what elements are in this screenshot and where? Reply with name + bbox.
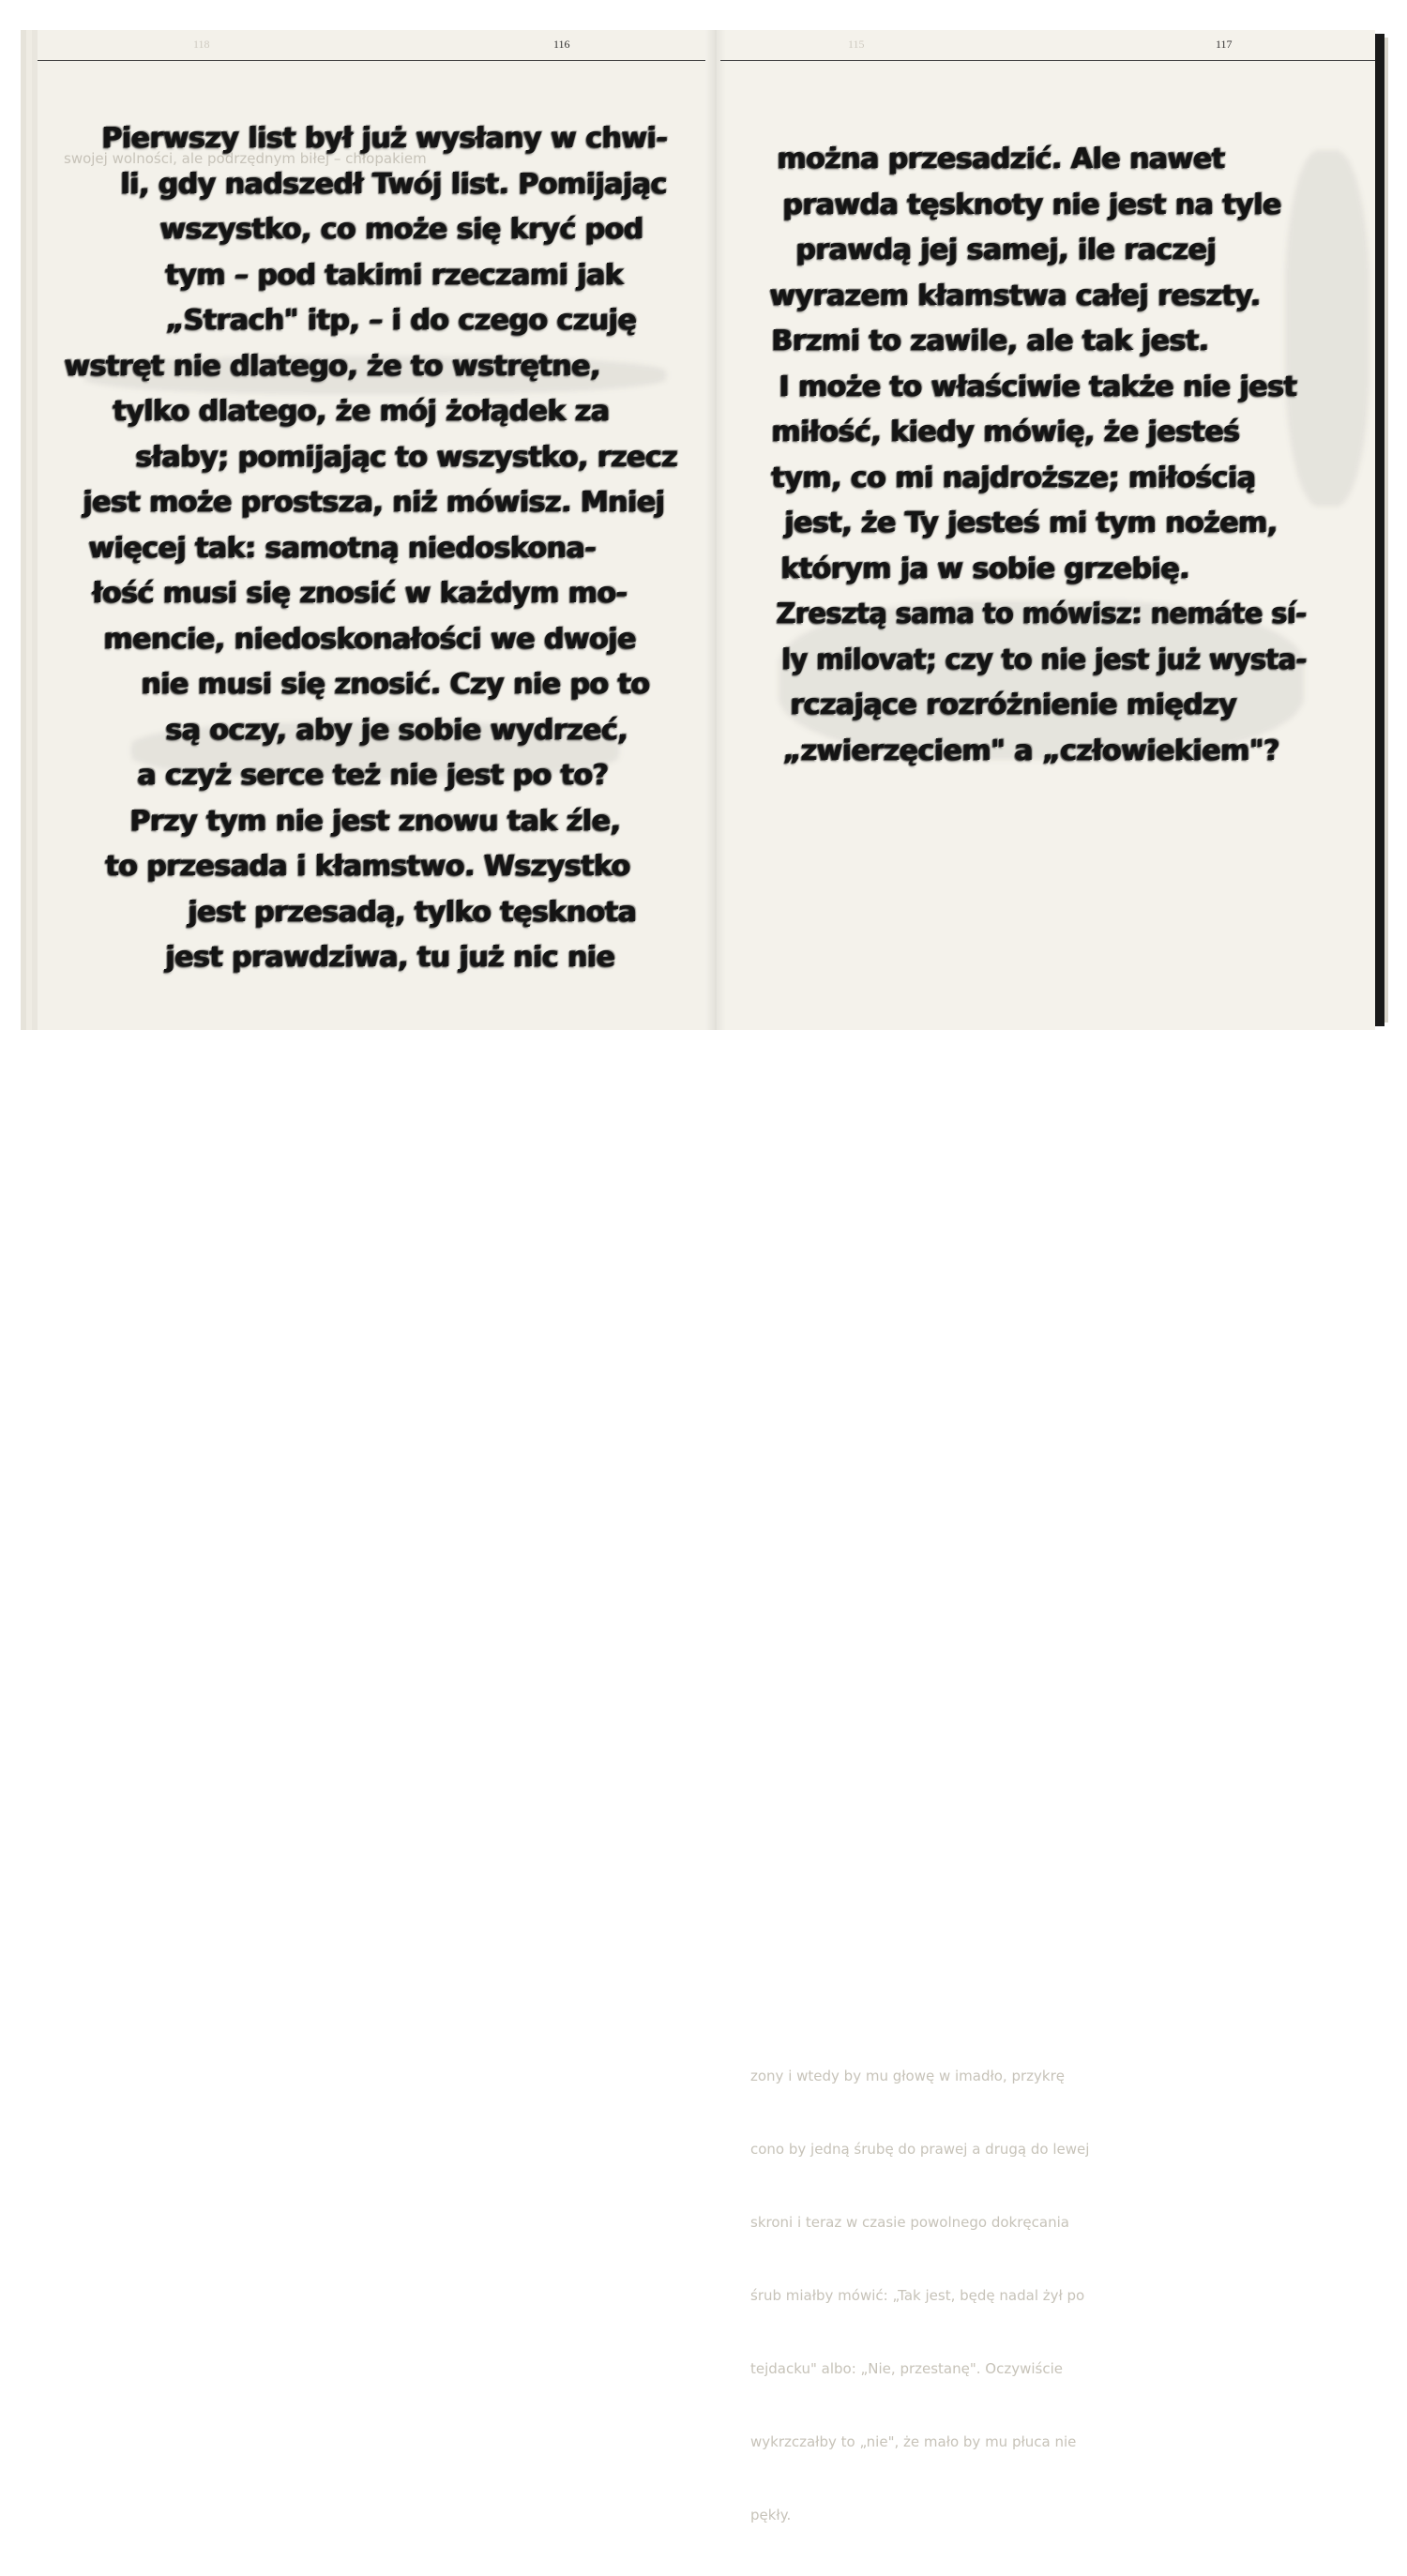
- text-line: są oczy, aby je sobie wydrzeć,: [165, 713, 628, 747]
- text-line: prawdą jej samej, ile raczej: [795, 234, 1216, 266]
- ghost-line: zony i wtedy by mu głowę w imadło, przykrę: [750, 2068, 1065, 2084]
- ghost-line: [750, 893, 1238, 917]
- ghost-line: [750, 1332, 1238, 1356]
- ghost-line: wykrzczałby to „nie", że mało by mu płuca nie: [750, 2433, 1077, 2450]
- text-line: nie musi się znosić. Czy nie po to: [141, 668, 650, 701]
- text-line: jest prawdziwa, tu już nic nie: [165, 941, 615, 974]
- ghost-line: [750, 1991, 1238, 2015]
- ghost-line: pękły.: [750, 2507, 792, 2523]
- ghost-line: tejdacku" albo: „Nie, przestanę". Oczywiście: [750, 2360, 1063, 2377]
- ghost-page-number-right: 115: [848, 38, 865, 51]
- ghost-line: [750, 1552, 1238, 1576]
- ghost-line: [750, 1698, 1238, 1722]
- text-line: jest przesadą, tylko tęsknota: [188, 895, 636, 929]
- ghost-line: śrub miałby mówić: „Tak jest, będę nadal żył po: [750, 2287, 1085, 2304]
- ghost-line: skroni i teraz w czasie powolnego dokręcania: [750, 2214, 1069, 2231]
- text-line: a czyż serce też nie jest po to?: [137, 759, 609, 792]
- text-line: tym – pod takimi rzeczami jak: [165, 258, 623, 292]
- text-line: więcej tak: samotną niedoskona-: [88, 531, 596, 565]
- text-line: łość musi się znosić w każdym mo-: [92, 577, 628, 610]
- text-line: miłość, kiedy mówię, że jesteś: [771, 416, 1240, 448]
- text-line: li, gdy nadszedł Twój list. Pomijając: [120, 167, 667, 201]
- ghost-line: [750, 1917, 1238, 1942]
- ghost-line: [750, 1625, 1238, 1649]
- ghost-line: [750, 1186, 1238, 1210]
- text-line: mencie, niedoskonałości we dwoje: [103, 622, 636, 656]
- text-line: I może to właściwie także nie jest: [779, 370, 1296, 403]
- text-line: wyrazem kłamstwa całej reszty.: [769, 279, 1261, 312]
- ghost-line: [750, 1771, 1238, 1796]
- text-line: Brzmi to zawile, ale tak jest.: [771, 325, 1209, 357]
- ghost-line: swojej wolności, ale podrzędnym biłej – chłopakiem: [64, 150, 427, 167]
- ghost-line: [750, 1478, 1238, 1503]
- header-rule-right: [720, 60, 1375, 61]
- page-number-right: 117: [1216, 38, 1233, 51]
- ghost-line: [750, 1039, 1238, 1064]
- text-line: prawda tęsknoty nie jest na tyle: [782, 188, 1281, 221]
- page-number-left: 116: [553, 38, 570, 51]
- ghost-page-number-left: 118: [193, 38, 210, 51]
- book-edge-dark: [1375, 34, 1384, 1026]
- ghost-line: [750, 1259, 1238, 1283]
- text-line: można przesadzić. Ale nawet: [777, 143, 1225, 175]
- text-line: to przesada i kłamstwo. Wszystko: [105, 850, 630, 883]
- ghost-line: [750, 820, 1238, 844]
- text-line: ly milovat; czy to nie jest już wysta-: [780, 643, 1307, 676]
- text-line: którym ja w sobie grzebię.: [780, 552, 1189, 585]
- text-line: tylko dlatego, że mój żołądek za: [113, 395, 610, 428]
- left-page-text: [54, 116, 692, 981]
- text-line: Przy tym nie jest znowu tak źle,: [129, 804, 620, 838]
- ghost-line: [750, 1844, 1238, 1869]
- text-line: Pierwszy list był już wysłany w chwi-: [101, 122, 667, 155]
- text-line: jest może prostsza, niż mówisz. Mniej: [83, 486, 665, 519]
- book-spine: [705, 30, 726, 1030]
- text-line: słaby; pomijając to wszystko, rzecz: [135, 440, 677, 474]
- text-line: tym, co mi najdroższe; miłością: [771, 461, 1256, 494]
- ghost-line: [750, 1405, 1238, 1430]
- header-rule-left: [38, 60, 705, 61]
- text-line: jest, że Ty jesteś mi tym nożem,: [784, 507, 1278, 539]
- right-page-text: [762, 137, 1306, 774]
- ghost-line: [750, 966, 1238, 991]
- text-line: rczające rozróżnienie między: [790, 689, 1236, 721]
- text-line: Zresztą sama to mówisz: nemáte sí-: [776, 598, 1307, 630]
- text-line: wstręt nie dlatego, że to wstrętne,: [64, 349, 600, 383]
- ghost-line: cono by jedną śrubę do prawej a drugą do lewej: [750, 2141, 1090, 2158]
- ghost-line: [750, 1113, 1238, 1137]
- book-edge-pages: [1384, 38, 1388, 1023]
- text-line: „zwierzęciem" a „człowiekiem"?: [782, 734, 1279, 767]
- text-line: wszystko, co może się kryć pod: [159, 213, 643, 246]
- text-line: „Strach" itp, – i do czego czuję: [165, 304, 636, 337]
